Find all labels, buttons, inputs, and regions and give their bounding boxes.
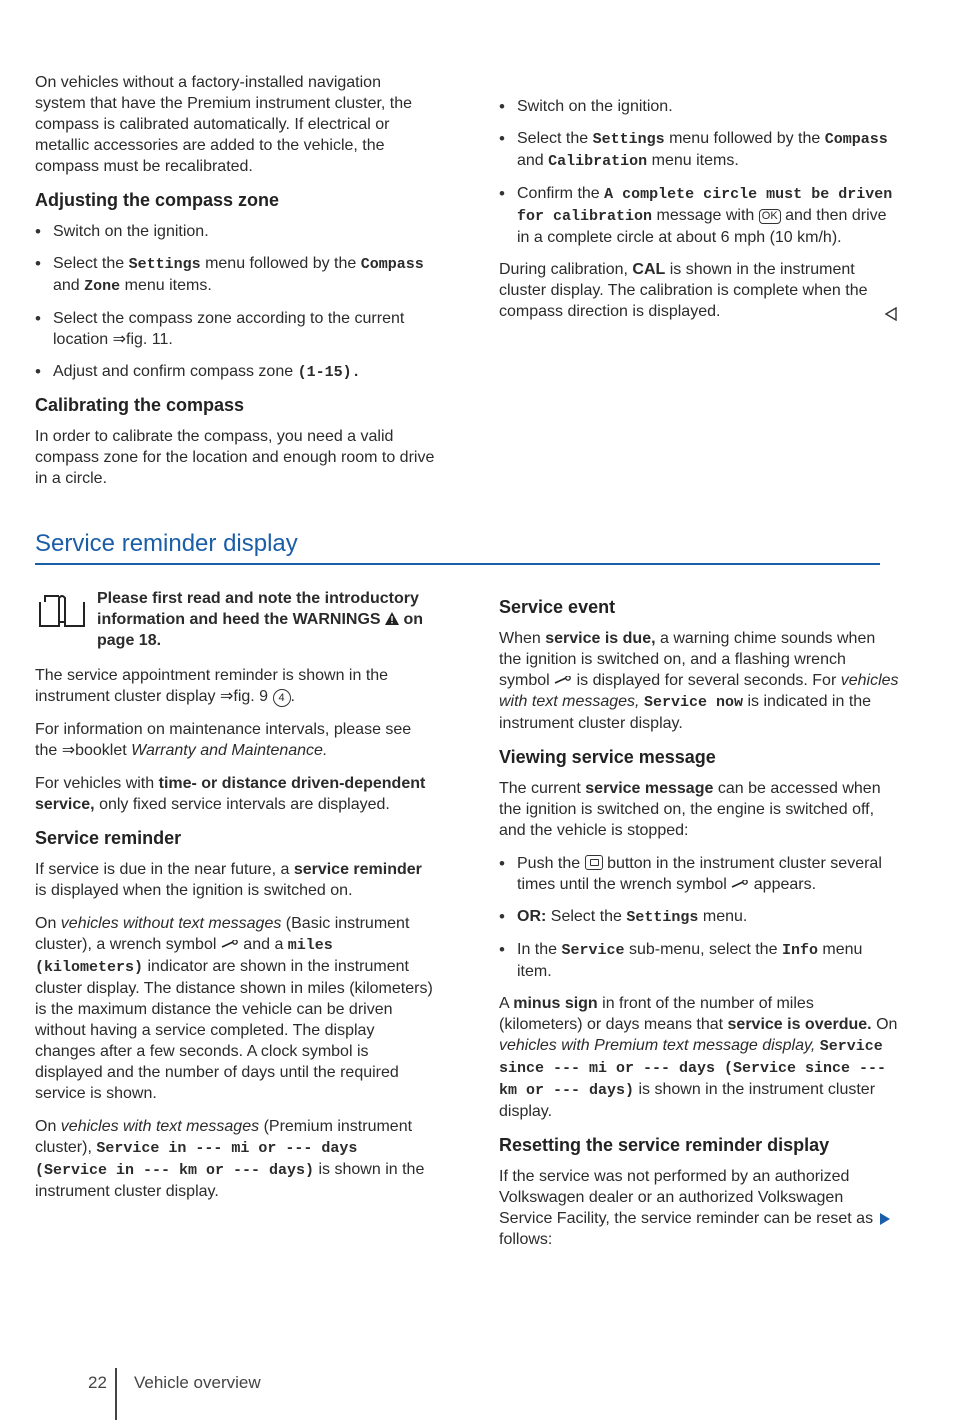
list-item: • In the Service sub-menu, select the Info menu item.: [499, 939, 899, 982]
figure-reference[interactable]: ⇒fig. 11.: [112, 331, 173, 348]
viewing-service-message-heading: Viewing service message: [499, 747, 716, 767]
list-item: • Select the Settings menu followed by the Compass and Zone menu items.: [35, 253, 435, 297]
compass-intro: On vehicles without a factory-installed navigation system that have the Premium instrument cluster, the compass is calibrated automatically. If electrical or metallic accessories are added to the vehicle, the compass must be recalibrated.: [35, 74, 413, 175]
wrench-icon: [731, 880, 749, 888]
figure-reference[interactable]: ⇒fig. 9: [219, 688, 269, 705]
service-reminder-heading: Service reminder: [35, 828, 182, 848]
adjust-compass-zone-heading: Adjusting the compass zone: [35, 190, 280, 210]
resetting-reminder-heading: Resetting the service reminder display: [499, 1135, 830, 1155]
list-item: • Select the compass zone according to the current location ⇒fig. 11.: [35, 308, 435, 350]
calibrating-text: In order to calibrate the compass, you need a valid compass zone for the location and enough room to drive in a circle.: [35, 428, 435, 487]
top-right-column: [499, 96, 899, 334]
list-item: • Confirm the A complete circle must be driven for calibration message with OK and then drive in a complete circle at about 6 mph (10 km/h).: [499, 183, 899, 248]
intro-note: Please first read and note the introductory information and heed the WARNINGS on page 18.: [35, 588, 435, 651]
wrench-icon: [554, 676, 572, 684]
calibrating-compass-heading: Calibrating the compass: [35, 395, 245, 415]
book-icon: [37, 592, 87, 630]
bottom-left-column: Please first read and note the introductory information and heed the WARNINGS on page 18. The service appointment reminder is shown in the instrument cluster display ⇒fig. 9 4 . For information on maintenance intervals, please see the ⇒booklet Warranty and Maintenance. For vehicles with time- or distance driven-dependent service, only fixed service intervals are displayed. Service reminder If service is due in the near future, a service reminder is displayed when the ignition is switched on. On vehicles without text messages (Basic instrument cluster), a wrench symbol and a miles (kilometers) indicator are shown in the instrument cluster display. The distance shown in miles (kilometers) is the maximum distance the vehicle can be driven without having a service completed. The display changes after a few seconds. A clock symbol is displayed and the number of days until the required service is shown. On vehicles with text messages (Premium instrument cluster), Service in --- mi or --- days (Service in --- km or --- days) is shown in the instrument cluster display.: [35, 588, 435, 1214]
calibration-during-text: During calibration, CAL is shown in the instrument cluster display. The calibration is complete when the compass direction is displayed.: [499, 261, 868, 320]
section-title: Service reminder display: [35, 529, 880, 565]
warning-triangle-icon: [385, 612, 399, 625]
footer-divider: [115, 1368, 117, 1420]
list-item: • Select the Settings menu followed by the Compass and Calibration menu items.: [499, 128, 899, 172]
list-item: • Adjust and confirm compass zone (1-15).: [35, 361, 435, 383]
ok-key-icon: OK: [759, 209, 781, 224]
top-left-column: [35, 72, 435, 501]
booklet-reference[interactable]: Warranty and Maintenance.: [131, 742, 328, 759]
reset-text: If the service was not performed by an authorized Volkswagen dealer or an authorized Volkswagen Service Facility, the service reminder can be reset as follows:: [499, 1168, 874, 1248]
wrench-icon: [221, 940, 239, 948]
service-event-heading: Service event: [499, 597, 616, 617]
callout-number: 4: [273, 689, 291, 707]
back-arrow-icon: [884, 307, 898, 321]
cluster-button-icon: [585, 855, 603, 870]
list-item: • Push the button in the instrument cluster several times until the wrench symbol appears.: [499, 853, 899, 895]
page-section-title: Vehicle overview: [134, 1373, 261, 1392]
page-number: 22: [88, 1373, 107, 1392]
list-item: • Switch on the ignition.: [35, 221, 435, 242]
list-item: • Switch on the ignition.: [499, 96, 899, 117]
next-arrow-icon: [878, 1212, 892, 1226]
page-reference[interactable]: on page 18.: [97, 611, 424, 649]
bottom-right-column: Service event When service is due, a warning chime sounds when the ignition is switched on, and a flashing wrench symbol is displayed for several seconds. For vehicles with text messages, Service now is indicated in the instrument cluster display. Viewing service message The current service message can be accessed when the ignition is switched on, the engine is switched off, and the vehicle is stopped: • Push the button in the instrument cluster several times until the wrench symbol appears. • OR: Select the Settings menu. • In the Service sub-menu, select the Info menu item. A minus sign in front of the number of miles (kilometers) or days means that service is overdue. On vehicles with Premium text message display, Service since --- mi or --- days (Service since --- km or --- days) is shown in the instrument cluster display. Resetting the service reminder display If the service was not performed by an authorized Volkswagen dealer or an authorized Volkswagen Service Facility, the service reminder can be reset as follows:: [499, 588, 899, 1262]
list-item: • OR: Select the Settings menu.: [499, 906, 899, 928]
